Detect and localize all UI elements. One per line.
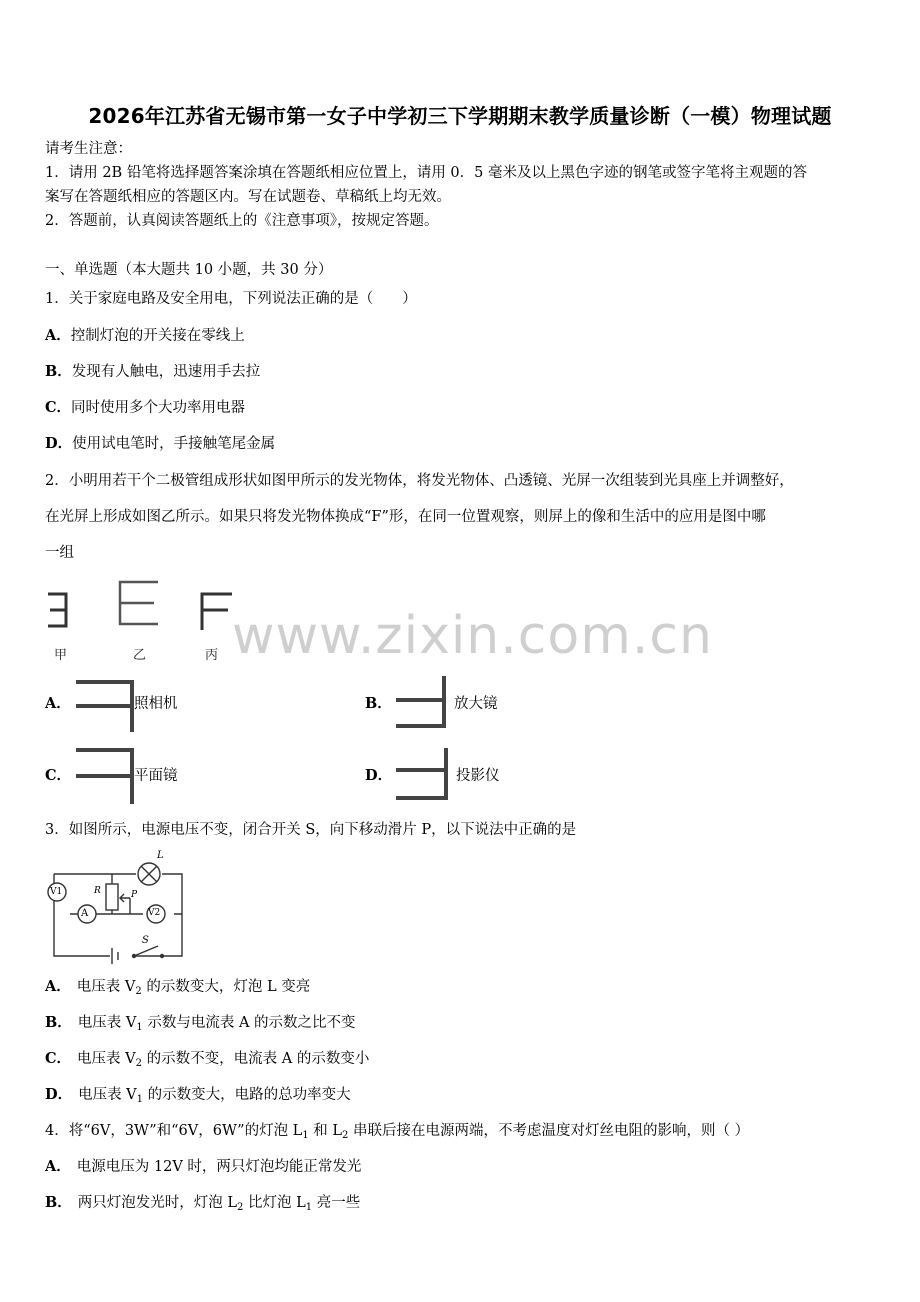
page-title: 2026年江苏省无锡市第一女子中学初三下学期期末教学质量诊断（一模）物理试题 — [88, 104, 832, 128]
q2-stem-line-1: 2．小明用若干个二极管组成形状如图甲所示的发光物体，将发光物体、凸透镜、光屏一次组装到光具座上并调整好， — [45, 473, 794, 489]
subscript: 1 — [136, 1022, 143, 1033]
option-text: 同时使用多个大功率用电器 — [71, 400, 246, 416]
option-label: D． — [45, 1086, 73, 1103]
option-text: 电压表 V — [76, 979, 136, 995]
option-text: 两只灯泡发光时，灯泡 L — [77, 1195, 238, 1211]
option-text: 的示数变大，灯泡 L 变亮 — [141, 979, 311, 995]
ammeter-label: A — [81, 908, 89, 919]
q1-option-b — [45, 362, 260, 382]
lamp-label: L — [157, 850, 164, 861]
q1-option-a — [45, 326, 245, 346]
option-text: 电压表 V — [78, 1087, 137, 1103]
notice-line-2: 2．答题前，认真阅读答题纸上的《注意事项》，按规定答题。 — [45, 213, 439, 229]
notice-line-1b: 案写在答题纸相应的答题区内。写在试题卷、草稿纸上均无效。 — [45, 189, 451, 205]
q2-option-c-text: 平面镜 — [134, 768, 178, 784]
q2-option-d-image — [392, 744, 462, 808]
q2-option-a-label: A． — [45, 695, 71, 712]
option-label: D． — [45, 435, 73, 452]
q3-option-b — [45, 1013, 356, 1033]
option-text: 亮一些 — [312, 1195, 361, 1211]
q1-option-d — [45, 434, 275, 454]
option-label: C． — [45, 399, 72, 416]
option-text: 电源电压为 12V 时，两只灯泡均能正常发光 — [76, 1159, 362, 1175]
q2-option-a-image — [70, 674, 140, 736]
option-text: 电压表 V — [77, 1051, 136, 1067]
option-text: 发现有人触电，迅速用手去拉 — [71, 364, 261, 380]
v1-meter-label: V1 — [50, 887, 63, 897]
v2-meter-label: V2 — [148, 908, 161, 918]
q2-stem-line-2: 在光屏上形成如图乙所示。如果只将发光物体换成“F”形，在同一位置观察，则屏上的像和生活中的应用是图中哪 — [45, 509, 766, 525]
q4-stem — [45, 1121, 749, 1141]
option-text: 的示数不变，电流表 A 的示数变小 — [142, 1051, 370, 1067]
option-label: B． — [45, 1194, 72, 1211]
q4-option-a — [45, 1157, 361, 1177]
option-text: 示数与电流表 A 的示数之比不变 — [142, 1015, 356, 1031]
q2-option-c-image — [70, 744, 140, 808]
option-label: B． — [45, 363, 72, 380]
q3-circuit-diagram — [40, 848, 200, 966]
q3-option-a — [45, 977, 310, 997]
q4-option-b — [45, 1193, 360, 1213]
subscript: 2 — [237, 1202, 244, 1213]
q1-option-c — [45, 398, 245, 418]
slider-label: P — [131, 890, 138, 900]
q2-stem-line-3: 一组 — [45, 545, 74, 561]
option-text: 电压表 V — [77, 1015, 137, 1031]
option-text: 控制灯泡的开关接在零线上 — [70, 328, 245, 344]
option-label: B． — [45, 1014, 72, 1031]
shape-jia — [48, 594, 66, 626]
fig-label-jia: 甲 — [54, 648, 68, 663]
fig-label-bing: 丙 — [205, 648, 219, 663]
option-text: 的示数变大，电路的总功率变大 — [143, 1087, 351, 1103]
q2-option-d-text: 投影仪 — [456, 768, 500, 784]
shape-bing — [202, 594, 232, 630]
watermark: www.zixin.com.cn — [232, 606, 713, 666]
option-label: A． — [45, 1158, 71, 1175]
q2-option-c-label: C． — [45, 767, 72, 784]
subscript: 1 — [136, 1094, 144, 1105]
subscript: 2 — [135, 986, 142, 997]
fig-label-yi: 乙 — [133, 648, 147, 663]
q1-stem: 1．关于家庭电路及安全用电，下列说法正确的是（ ） — [45, 291, 417, 307]
q2-option-b-image — [392, 672, 462, 736]
notice-line-1a: 1．请用 2B 铅笔将选择题答案涂填在答题纸相应位置上，请用 0．5 毫米及以上黑色字迹的钢笔或签字笔将主观题的答 — [45, 165, 807, 181]
subscript: 1 — [302, 1130, 309, 1141]
q3-stem: 3．如图所示，电源电压不变，闭合开关 S，向下移动滑片 P，以下说法中正确的是 — [45, 822, 577, 838]
option-label: C． — [45, 1050, 72, 1067]
q3-option-d — [45, 1085, 351, 1105]
option-text: 使用试电笔时，手接触笔尾金属 — [72, 436, 276, 452]
subscript: 2 — [135, 1058, 143, 1069]
switch-label: S — [142, 935, 149, 946]
option-text: 比灯泡 L — [243, 1195, 306, 1211]
q3-option-c — [45, 1049, 369, 1069]
stem-text: 和 L — [308, 1123, 343, 1139]
resistor-label: R — [94, 886, 101, 896]
q2-option-a-text: 照相机 — [134, 696, 178, 712]
notice-heading: 请考生注意： — [45, 141, 132, 157]
q2-option-d-label: D． — [365, 767, 393, 784]
section-heading: 一、单选题（本大题共 10 小题，共 30 分） — [45, 262, 333, 278]
q2-option-b-label: B． — [365, 695, 392, 712]
stem-text: 4．将“6V，3W”和“6V，6W”的灯泡 L — [45, 1123, 303, 1139]
subscript: 2 — [342, 1130, 349, 1141]
stem-text: 串联后接在电源两端，不考虑温度对灯丝电阻的影响，则（ ） — [348, 1123, 750, 1139]
subscript: 1 — [305, 1202, 313, 1213]
shape-yi — [120, 582, 158, 624]
q2-option-b-text: 放大镜 — [454, 696, 498, 712]
option-label: A． — [45, 327, 71, 344]
option-label: A． — [45, 978, 71, 995]
